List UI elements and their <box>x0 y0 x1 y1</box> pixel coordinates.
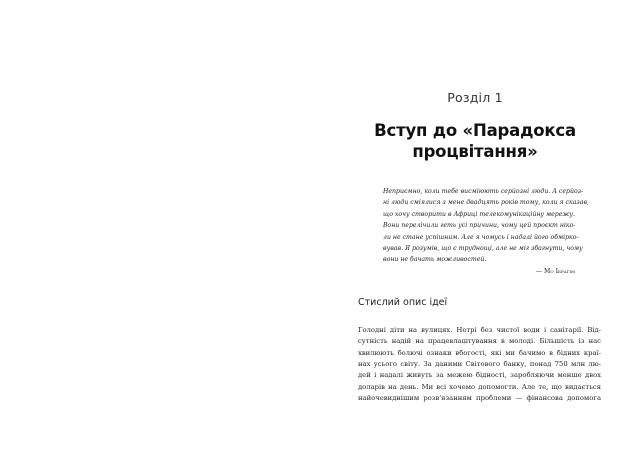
epigraph-attribution <box>383 268 575 275</box>
epigraph-line: Вони перелічили геть усі причини, чому цей проєкт ніко- <box>383 222 576 230</box>
epigraph-line: що хочу створити в Африці телекомунікаційну мережу. <box>383 210 575 218</box>
body-paragraph <box>358 325 601 404</box>
body-line: сутність надій на працевлаштування в молоді. Більшість із нас <box>358 337 601 346</box>
chapter-title-line-1: Вступ до «Парадокса <box>374 121 576 140</box>
epigraph-line: вував. Я розумів, що є труднощі, але не міг збагнути, чому <box>383 245 583 253</box>
chapter-label: Розділ 1 <box>447 90 503 105</box>
body-line: найочевиднішим розв'язанням проблеми — фінансова допомога <box>358 394 601 403</box>
epigraph-line: ли не стане успішним. Але я чомусь і надалі його обмірко- <box>383 233 579 241</box>
epigraph-line: Неприємно, коли тебе висміюють серйозні люди. А серйоз- <box>383 188 584 195</box>
chapter-title <box>320 120 630 162</box>
attribution-dash: — <box>535 268 543 275</box>
epigraph-line: вони не бачать можливостей. <box>383 256 487 264</box>
body-line: нах усього світу. За даними Світового банку, понад 750 млн лю- <box>358 360 601 369</box>
epigraph-line: ні люди сміялися з мене двадцять років тому, коли я сказав, <box>383 199 590 207</box>
body-line: хвилюють болючі ознаки вбогості, які ми бачимо в бідних краї- <box>358 348 601 357</box>
body-line: дей і надалі живуть за межею бідності, заробляючи менше двох <box>358 371 601 380</box>
chapter-title-line-2: процвітання» <box>412 142 538 161</box>
body-line: доларів на день. Ми всі хочемо допомогти. Але те, що видається <box>358 382 601 391</box>
attribution-name: Мо Ібрагім <box>543 268 575 275</box>
right-page <box>320 0 640 449</box>
section-heading: Стислий опис ідеї <box>358 297 448 308</box>
body-line: Голодні діти на вулицях. Нетрі без чистої води і санітарії. Від- <box>358 326 601 334</box>
epigraph-quote <box>383 186 590 266</box>
